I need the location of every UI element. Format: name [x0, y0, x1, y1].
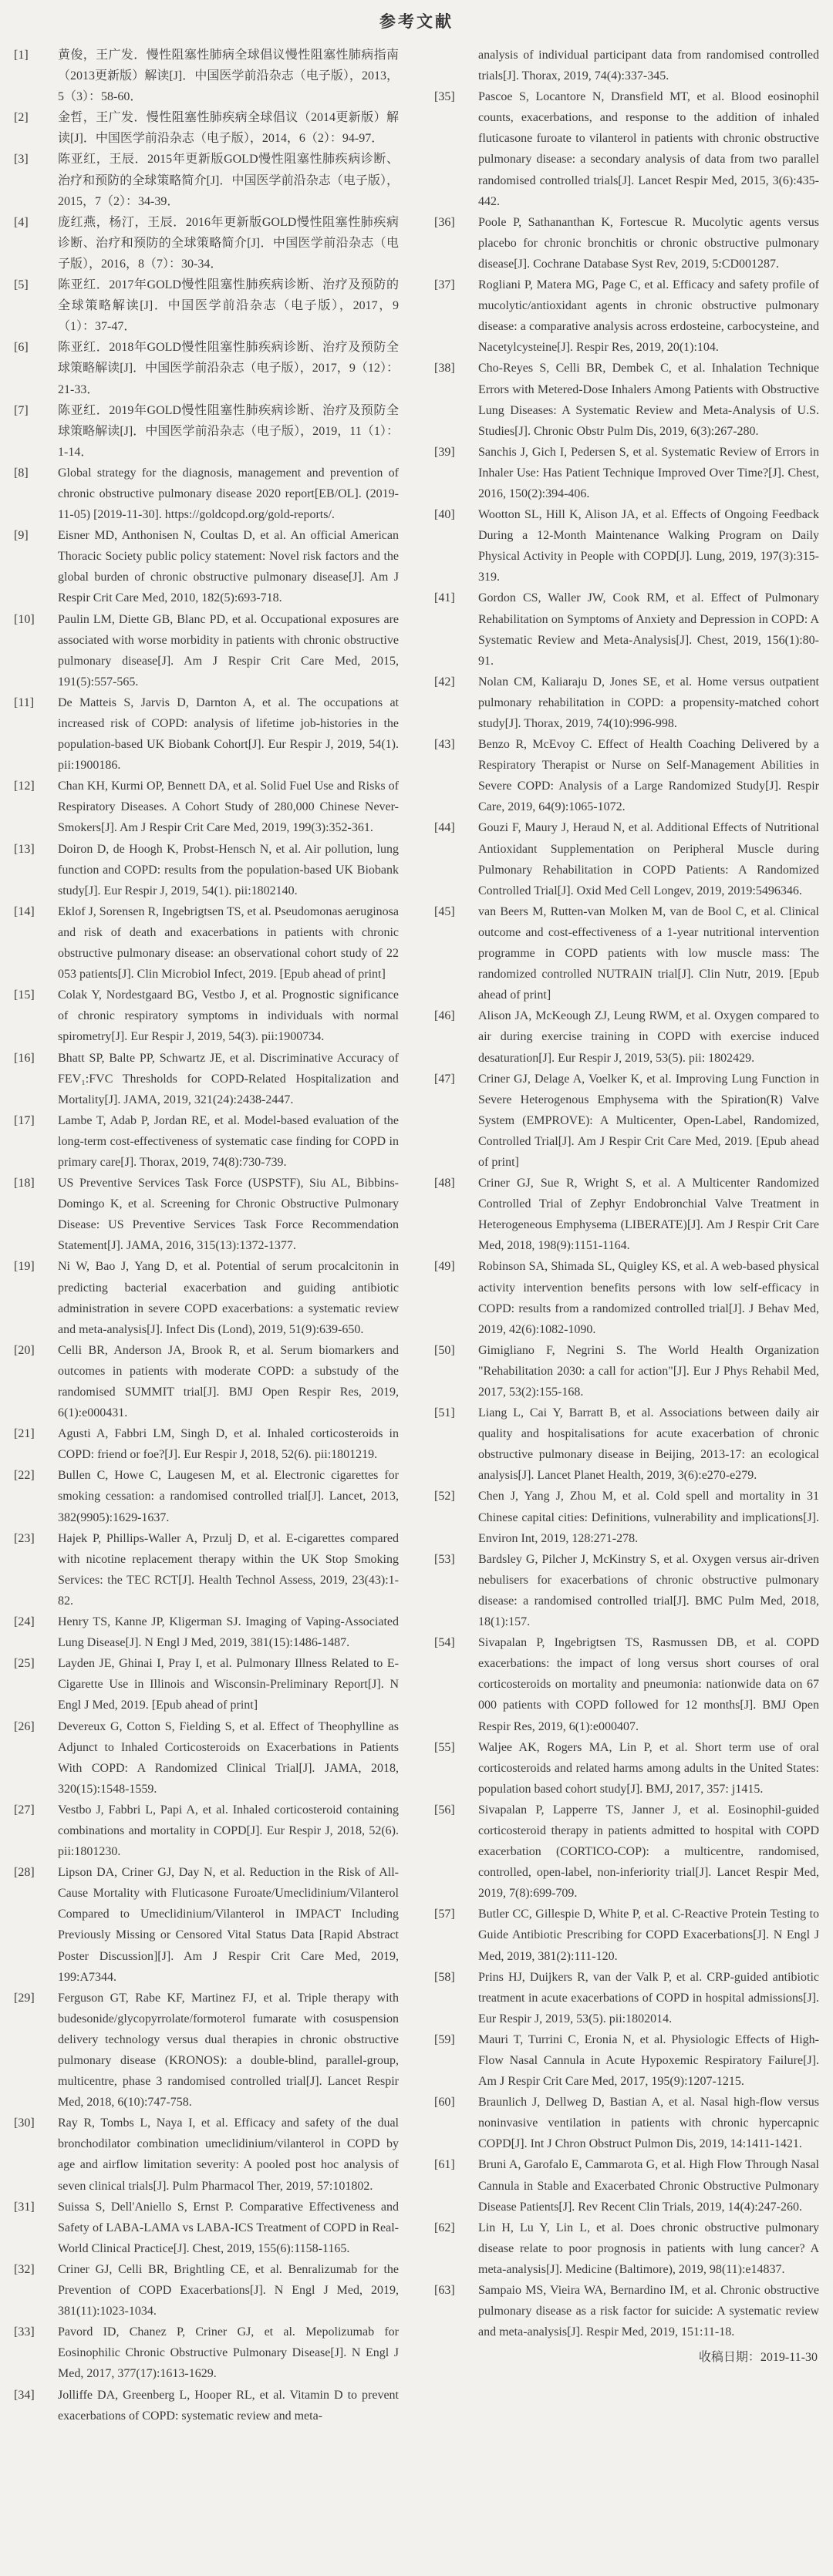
reference-item — [434, 1632, 819, 1736]
reference-number: [23] — [14, 1531, 35, 1545]
reference-item — [14, 463, 399, 525]
reference-text: Chan KH, Kurmi OP, Bennett DA, et al. Solid Fuel Use and Risks of Respiratory Diseases. A Cohort Study of 280,000 Chinese Never-Smokers[J]. Am J Respir Crit Care Med, 2019, 199(3):352-361. — [58, 780, 399, 835]
reference-text: Prins HJ, Duijkers R, van der Valk P, et al. CRP-guided antibiotic treatment in acute exacerbations of COPD in hospital admissions[J]. Eur Respir J, 2019, 53(5). pii:1802014. — [478, 1970, 819, 2025]
reference-item — [14, 1110, 399, 1173]
reference-item — [14, 2259, 399, 2322]
reference-number: [10] — [14, 612, 35, 626]
reference-item — [434, 504, 819, 588]
reference-number: [58] — [434, 1970, 455, 1984]
reference-text: Hajek P, Phillips-Waller A, Przulj D, et al. E-cigarettes compared with nicotine replacement therapy within the UK Stop Smoking Services: the TEC RCT[J]. Health Technol Assess, 2019, 23(43):1-82. — [58, 1531, 399, 1608]
reference-number: [25] — [14, 1657, 35, 1671]
reference-text: Gouzi F, Maury J, Heraud N, et al. Additional Effects of Nutritional Antioxidant Supplementation on Peripheral Muscle during Pulmonary Rehabilitation in COPD Patients: A Randomized Controlled Trial[J]. Oxid Med Cell Longev, 2019, 2019:5496346. — [478, 821, 819, 897]
reference-item — [14, 1653, 399, 1716]
reference-text: Lambe T, Adab P, Jordan RE, et al. Model-based evaluation of the long-term cost-effectiveness of systematic case finding for COPD in primary care[J]. Thorax, 2019, 74(8):730-739. — [58, 1113, 399, 1169]
reference-text: Benzo R, McEvoy C. Effect of Health Coaching Delivered by a Respiratory Therapist or Nurse on Self-Management Abilities in Severe COPD: Analysis of a Large Randomized Study[J]. Respir Care, 2019, 64(9):1065-1072. — [478, 738, 819, 814]
reference-number: [11] — [14, 695, 35, 709]
reference-item — [434, 817, 819, 901]
reference-text: De Matteis S, Jarvis D, Darnton A, et al. The occupations at increased risk of COPD: analysis of lifetime job-histories in the population-based UK Biobank Cohort[J]. Eur Respir J, 2019, 54(1). pii:1900186. — [58, 695, 399, 773]
reference-number: [14] — [14, 904, 35, 918]
reference-text: Suissa S, Dell'Aniello S, Ernst P. Comparative Effectiveness and Safety of LABA-LAMA vs LABA-ICS Treatment of COPD in Real-World Clinical Practice[J]. Chest, 2019, 155(6):1158-1165. — [58, 2200, 399, 2255]
reference-text: Butler CC, Gillespie D, White P, et al. C-Reactive Protein Testing to Guide Antibiotic Prescribing for COPD Exacerbations[J]. N Engl J Med, 2019, 381(2):111-120. — [478, 1908, 819, 1963]
reference-number: [60] — [434, 2096, 455, 2110]
reference-number: [26] — [14, 1719, 35, 1733]
reference-text: Poole P, Sathananthan K, Fortescue R. Mucolytic agents versus placebo for chronic bronchitis or chronic obstructive pulmonary disease[J]. Cochrane Database Syst Rev, 2019, 5:CD001287. — [478, 215, 819, 271]
reference-number: [41] — [434, 591, 455, 605]
reference-text: Ni W, Bao J, Yang D, et al. Potential of serum procalcitonin in predicting bacterial exacerbation and guiding antibiotic administration in severe COPD exacerbations: a systematic review and meta-analysis[J]. Infect Dis (Lond), 2019, 51(9):639-650. — [58, 1260, 399, 1336]
reference-number: [18] — [14, 1177, 35, 1190]
reference-text: 陈亚红．2017年GOLD慢性阻塞性肺疾病诊断、治疗及预防的全球策略解读[J]．中国医学前沿杂志（电子版），2017，9（1）：37-47． — [58, 278, 399, 334]
reference-item — [14, 2197, 399, 2259]
reference-text: Gimigliano F, Negrini S. The World Health Organization "Rehabilitation 2030: a call for action"[J]. Eur J Phys Rehabil Med, 2017, 53(2):155-168. — [478, 1343, 819, 1399]
reference-item — [434, 2280, 819, 2342]
reference-text: Bhatt SP, Balte PP, Schwartz JE, et al. Discriminative Accuracy of FEV₁:FVC Thresholds for COPD-Related Hospitalization and Mortality[J]. JAMA, 2019, 321(24):2438-2447. — [58, 1051, 399, 1106]
reference-text: Sampaio MS, Vieira WA, Bernardino IM, et al. Chronic obstructive pulmonary disease as a risk factor for suicide: A systematic review and meta-analysis[J]. Respir Med, 2019, 151:11-18. — [478, 2284, 819, 2339]
reference-text: US Preventive Services Task Force (USPSTF), Siu AL, Bibbins-Domingo K, et al. Screening for Chronic Obstructive Pulmonary Disease: US Preventive Services Task Force Recommendation Statement[J]. JAMA, 2016, 315(13):1372-1377. — [58, 1177, 399, 1253]
reference-item — [434, 734, 819, 817]
reference-number: [54] — [434, 1636, 455, 1650]
reference-item — [14, 149, 399, 211]
reference-number: [30] — [14, 2116, 35, 2130]
reference-item — [434, 588, 819, 671]
reference-number: [12] — [14, 780, 35, 793]
reference-item — [434, 901, 819, 1005]
reference-number: [53] — [434, 1552, 455, 1566]
reference-number: [62] — [434, 2221, 455, 2234]
reference-text: Braunlich J, Dellweg D, Bastian A, et al. Nasal high-flow versus noninvasive ventilation in patients with chronic hypercapnic COPD[J]. Int J Chron Obstruct Pulmon Dis, 2019, 14:1411-1421. — [478, 2096, 819, 2151]
reference-number: [34] — [14, 2388, 35, 2402]
reference-number: [44] — [434, 821, 455, 835]
reference-text: Cho-Reyes S, Celli BR, Dembek C, et al. Inhalation Technique Errors with Metered-Dose Inhalers Among Patients with Obstructive Lung Diseases: A Systematic Review and Meta-Analysis of U.S. Studies[J]. Chronic Obstr Pulm Dis, 2019, 6(3):267-280. — [478, 362, 819, 438]
reference-item — [434, 86, 819, 212]
reference-item — [434, 1256, 819, 1339]
reference-item — [434, 1005, 819, 1068]
reference-number: [32] — [14, 2262, 35, 2276]
reference-text: Pavord ID, Chanez P, Criner GJ, et al. Mepolizumab for Eosinophilic Chronic Obstructive Pulmonary Disease[J]. N Engl J Med, 2017, 377(17):1613-1629. — [58, 2325, 399, 2381]
reference-item — [14, 45, 399, 107]
reference-text: Eklof J, Sorensen R, Ingebrigtsen TS, et al. Pseudomonas aeruginosa and risk of death and exacerbations in patients with chronic obstructive pulmonary disease: an observational cohort study of 22 053 patients[J]. Clin Microbiol Infect, 2019. [Epub ahead of print] — [58, 904, 399, 982]
reference-text: Jolliffe DA, Greenberg L, Hooper RL, et al. Vitamin D to prevent exacerbations of COPD: systematic review and meta- — [58, 2388, 399, 2423]
reference-text: 陈亚红，王辰．2015年更新版GOLD慢性阻塞性肺疾病诊断、治疗和预防的全球策略简介[J]．中国医学前沿杂志（电子版），2015，7（2）：34-39． — [58, 153, 399, 208]
reference-number: [3] — [14, 153, 29, 167]
reference-number: [36] — [434, 215, 455, 229]
reference-number: [1] — [14, 49, 29, 62]
reference-text: Celli BR, Anderson JA, Brook R, et al. Serum biomarkers and outcomes in patients with moderate COPD: a substudy of the randomised SUMMIT trial[J]. BMJ Open Respir Res, 2019, 6(1):e000431. — [58, 1343, 399, 1420]
reference-number: [35] — [434, 90, 455, 104]
reference-number: [33] — [14, 2325, 35, 2339]
reference-text: Ferguson GT, Rabe KF, Martinez FJ, et al. Triple therapy with budesonide/glycopyrrolate/formoterol fumarate with cosuspension delivery technology versus dual therapies in chronic obstructive pulmonary disease (KRONOS): a double-blind, parallel-group, multicentre, phase 3 randomised controlled trial[J]. Lancet Respir Med, 2018, 6(10):747-758. — [58, 1991, 399, 2110]
reference-text: 黄俊，王广发．慢性阻塞性肺病全球倡议慢性阻塞性肺病指南（2013更新版）解读[J]．中国医学前沿杂志（电子版），2013，5（3）：58-60． — [58, 49, 399, 104]
reference-number: [40] — [434, 508, 455, 522]
reference-item — [434, 672, 819, 734]
reference-text: 金哲，王广发．慢性阻塞性肺疾病全球倡议（2014更新版）解读[J]．中国医学前沿杂志（电子版），2014，6（2）：94-97． — [58, 111, 399, 146]
reference-item — [434, 1904, 819, 1966]
reference-item — [14, 1862, 399, 1988]
references-columns — [14, 45, 819, 2426]
reference-text: 陈亚红．2018年GOLD慢性阻塞性肺疾病诊断、治疗及预防全球策略解读[J]．中国医学前沿杂志（电子版），2017，9（12）：21-33． — [58, 341, 399, 396]
reference-text: Bruni A, Garofalo E, Cammarota G, et al. High Flow Through Nasal Cannula in Stable and Exacerbated Chronic Obstructive Pulmonary Disease Patients[J]. Rev Recent Clin Trials, 2019, 14(4):247-260. — [478, 2158, 819, 2214]
reference-item — [14, 400, 399, 463]
reference-item — [434, 442, 819, 504]
reference-text: Sanchis J, Gich I, Pedersen S, et al. Systematic Review of Errors in Inhaler Use: Has Patient Technique Improved Over Time?[J]. Chest, 2016, 150(2):394-406. — [478, 445, 819, 500]
reference-item — [14, 1716, 399, 1800]
reference-item — [434, 2029, 819, 2092]
reference-number: [39] — [434, 445, 455, 459]
reference-text: Pascoe S, Locantore N, Dransfield MT, et al. Blood eosinophil counts, exacerbations, and response to the addition of inhaled fluticasone furoate to vilanterol in patients with chronic obstructive pulmonary disease: a secondary analysis of data from two parallel randomised controlled trials[J]. Lancet Respir Med, 2015, 3(6):435-442. — [478, 90, 819, 208]
reference-item — [434, 1486, 819, 1548]
reference-text: Criner GJ, Celli BR, Brightling CE, et al. Benralizumab for the Prevention of COPD Exacerbations[J]. N Engl J Med, 2019, 381(11):1023-1034. — [58, 2262, 399, 2318]
reference-item — [434, 358, 819, 441]
reference-number: [20] — [14, 1343, 35, 1357]
reference-number: [52] — [434, 1490, 455, 1504]
reference-number: [47] — [434, 1072, 455, 1086]
reference-text: Global strategy for the diagnosis, management and prevention of chronic obstructive pulmonary disease 2020 report[EB/OL]. (2019-11-05) [2019-11-30]. https://goldcopd.org/gold-reports/. — [58, 466, 399, 522]
reference-number: [2] — [14, 111, 29, 125]
page-title: 参考文献 — [379, 12, 454, 31]
reference-text: Criner GJ, Delage A, Voelker K, et al. Improving Lung Function in Severe Heterogenous Emphysema with the Spiration(R) Valve System (EMPROVE): A Multicenter, Open-Label, Randomized, Controlled Trial[J]. Am J Respir Crit Care Med, 2019. [Epub ahead of print] — [478, 1072, 819, 1169]
reference-text: Bardsley G, Pilcher J, McKinstry S, et al. Oxygen versus air-driven nebulisers for exacerbations of chronic obstructive pulmonary disease: a randomised controlled trial[J]. BMC Pulm Med, 2018, 18(1):157. — [478, 1552, 819, 1629]
reference-number: [38] — [434, 362, 455, 375]
references-column-right — [434, 45, 819, 2368]
reference-text: Colak Y, Nordestgaard BG, Vestbo J, et al. Prognostic significance of chronic respiratory symptoms in individuals with normal spirometry[J]. Eur Respir J, 2019, 54(3). pii:1900734. — [58, 988, 399, 1044]
reference-text: Paulin LM, Diette GB, Blanc PD, et al. Occupational exposures are associated with worse morbidity in patients with chronic obstructive pulmonary disease[J]. Am J Respir Crit Care Med, 2015, 191(5):557-565. — [58, 612, 399, 689]
reference-item — [14, 525, 399, 608]
reference-item — [434, 1549, 819, 1632]
reference-text: Mauri T, Turrini C, Eronia N, et al. Physiologic Effects of High-Flow Nasal Cannula in Acute Hypoxemic Respiratory Failure[J]. Am J Respir Crit Care Med, 2017, 195(9):1207-1215. — [478, 2032, 819, 2089]
reference-item — [14, 1048, 399, 1110]
reference-item — [14, 985, 399, 1047]
reference-item — [434, 274, 819, 358]
reference-item — [14, 1988, 399, 2113]
reference-number: [27] — [14, 1803, 35, 1817]
reference-text: analysis of individual participant data from randomised controlled trials[J]. Thorax, 2019, 74(4):337-345. — [478, 49, 819, 83]
reference-number: [48] — [434, 1177, 455, 1190]
received-date: 收稿日期：2019-11-30 — [698, 2351, 818, 2365]
reference-item — [14, 2322, 399, 2384]
reference-text: Rogliani P, Matera MG, Page C, et al. Efficacy and safety profile of mucolytic/antioxidant agents in chronic obstructive pulmonary disease: a comparative analysis across erdosteine, carbocysteine, and Nacetylcysteine[J]. Respir Res, 2019, 20(1):104. — [478, 278, 819, 355]
reference-text: 陈亚红．2019年GOLD慢性阻塞性肺疾病诊断、治疗及预防全球策略解读[J]．中国医学前沿杂志（电子版），2019，11（1）：1-14． — [58, 403, 399, 459]
reference-number: [43] — [434, 738, 455, 752]
reference-item — [434, 45, 819, 86]
reference-number: [45] — [434, 904, 455, 918]
reference-number: [7] — [14, 403, 29, 417]
reference-item — [14, 2385, 399, 2426]
reference-number: [15] — [14, 988, 35, 1002]
reference-text: Chen J, Yang J, Zhou M, et al. Cold spell and mortality in 31 Chinese capital cities: Definitions, vulnerability and implications[J]. Environ Int, 2019, 128:271-278. — [478, 1490, 819, 1545]
reference-item — [14, 692, 399, 776]
reference-text: Criner GJ, Sue R, Wright S, et al. A Multicenter Randomized Controlled Trial of Zephyr Endobronchial Valve Treatment in Heterogeneous Emphysema (LIBERATE)[J]. Am J Respir Crit Care Med, 2018, 198(9):1151-1164. — [478, 1177, 819, 1253]
reference-text: Henry TS, Kanne JP, Kligerman SJ. Imaging of Vaping-Associated Lung Disease[J]. N Engl J Med, 2019, 381(15):1486-1487. — [58, 1615, 399, 1650]
reference-text: Sivapalan P, Ingebrigtsen TS, Rasmussen DB, et al. COPD exacerbations: the impact of long versus short courses of oral corticosteroids on mortality and pneumonia: nationwide data on 67 000 patients with COPD followed for 12 months[J]. BMJ Open Respir Res, 2019, 6(1):e000407. — [478, 1636, 819, 1733]
reference-text: Robinson SA, Shimada SL, Quigley KS, et al. A web-based physical activity intervention benefits persons with low self-efficacy in COPD: results from a randomized controlled trial[J]. J Behav Med, 2019, 42(6):1082-1090. — [478, 1260, 819, 1336]
reference-item — [434, 1173, 819, 1256]
reference-item — [14, 1340, 399, 1423]
reference-item — [434, 1737, 819, 1800]
reference-number: [13] — [14, 842, 35, 856]
reference-number: [17] — [14, 1113, 35, 1127]
reference-item — [14, 1800, 399, 1862]
reference-item — [14, 1528, 399, 1611]
reference-number: [61] — [434, 2158, 455, 2172]
reference-text: Sivapalan P, Lapperre TS, Janner J, et al. Eosinophil-guided corticosteroid therapy in patients admitted to hospital with COPD exacerbation (CORTICO-COP): a multicentre, randomised, controlled, open-label, non-inferiority trial[J]. Lancet Respir Med, 2019, 7(8):699-709. — [478, 1803, 819, 1901]
reference-item — [434, 1069, 819, 1173]
reference-item — [14, 107, 399, 149]
reference-item — [14, 1256, 399, 1339]
reference-number: [50] — [434, 1343, 455, 1357]
reference-text: Wootton SL, Hill K, Alison JA, et al. Effects of Ongoing Feedback During a 12-Month Maintenance Walking Program on Daily Physical Activity in People with COPD[J]. Lung, 2019, 197(3):315-319. — [478, 508, 819, 584]
reference-number: [4] — [14, 215, 29, 229]
reference-item — [14, 212, 399, 274]
reference-number: [42] — [434, 675, 455, 689]
reference-item — [434, 2217, 819, 2280]
reference-number: [19] — [14, 1260, 35, 1274]
reference-item — [14, 1611, 399, 1653]
reference-number: [16] — [14, 1051, 35, 1065]
reference-text: Devereux G, Cotton S, Fielding S, et al. Effect of Theophylline as Adjunct to Inhaled Corticosteroids on Exacerbations in Patients With COPD: A Randomized Clinical Trial[J]. JAMA, 2018, 320(15):1548-1559. — [58, 1719, 399, 1796]
reference-item — [14, 609, 399, 692]
reference-item — [14, 839, 399, 901]
reference-number: [6] — [14, 341, 29, 355]
reference-text: Waljee AK, Rogers MA, Lin P, et al. Short term use of oral corticosteroids and related harms among adults in the United States: population based cohort study[J]. BMJ, 2017, 357: j1415. — [478, 1740, 819, 1796]
reference-text: Vestbo J, Fabbri L, Papi A, et al. Inhaled corticosteroid containing combinations and mortality in COPD[J]. Eur Respir J, 2018, 52(6). pii:1801230. — [58, 1803, 399, 1859]
reference-number: [8] — [14, 466, 29, 480]
reference-text: Ray R, Tombs L, Naya I, et al. Efficacy and safety of the dual bronchodilator combination umeclidinium/vilanterol in COPD by age and airflow limitation severity: A pooled post hoc analysis of seven clinical trials[J]. Pulm Pharmacol Ther, 2019, 57:101802. — [58, 2116, 399, 2193]
reference-number: [57] — [434, 1908, 455, 1921]
reference-number: [22] — [14, 1469, 35, 1483]
references-column-right-list — [434, 45, 819, 2342]
reference-text: 庞红燕，杨汀，王辰．2016年更新版GOLD慢性阻塞性肺疾病诊断、治疗和预防的全球策略简介[J]．中国医学前沿杂志（电子版），2016，8（7）：30-34． — [58, 215, 399, 271]
reference-text: Doiron D, de Hoogh K, Probst-Hensch N, et al. Air pollution, lung function and COPD: results from the population-based UK Biobank study[J]. Eur Respir J, 2019, 54(1). pii:1802140. — [58, 842, 399, 897]
reference-item — [14, 337, 399, 399]
reference-item — [14, 901, 399, 985]
reference-text: Lin H, Lu Y, Lin L, et al. Does chronic obstructive pulmonary disease relate to poor prognosis in patients with lung cancer? A meta-analysis[J]. Medicine (Baltimore), 2019, 98(11):e14837. — [478, 2221, 819, 2276]
reference-item — [14, 1423, 399, 1465]
reference-text: Liang L, Cai Y, Barratt B, et al. Associations between daily air quality and hospitalisations for acute exacerbation of chronic obstructive pulmonary disease in Beijing, 2013-17: an ecological analysis[J]. Lancet Planet Health, 2019, 3(6):e270-e279. — [478, 1406, 819, 1483]
reference-item — [434, 2154, 819, 2217]
reference-number: [28] — [14, 1866, 35, 1880]
reference-number: [29] — [14, 1991, 35, 2005]
reference-number: [37] — [434, 278, 455, 292]
reference-text: van Beers M, Rutten-van Molken M, van de Bool C, et al. Clinical outcome and cost-effectiveness of a 1-year nutritional intervention programme in COPD patients with low muscle mass: The randomized controlled NUTRAIN trial[J]. Clin Nutr, 2019. [Epub ahead of print] — [478, 904, 819, 1002]
reference-item — [434, 1800, 819, 1904]
reference-text: Agusti A, Fabbri LM, Singh D, et al. Inhaled corticosteroids in COPD: friend or foe?[J]. Eur Respir J, 2018, 52(6). pii:1801219. — [58, 1427, 399, 1462]
reference-number: [51] — [434, 1406, 455, 1420]
reference-text: Layden JE, Ghinai I, Pray I, et al. Pulmonary Illness Related to E-Cigarette Use in Illinois and Wisconsin-Preliminary Report[J]. N Engl J Med, 2019. [Epub ahead of print] — [58, 1657, 399, 1712]
references-column-left — [14, 45, 399, 2426]
reference-text: Eisner MD, Anthonisen N, Coultas D, et al. An official American Thoracic Society public policy statement: Novel risk factors and the global burden of chronic obstructive pulmonary disease[J]. Am J Respir Crit Care Med, 2010, 182(5):693-718. — [58, 529, 399, 605]
reference-item — [434, 2092, 819, 2154]
reference-item — [14, 274, 399, 337]
reference-number: [24] — [14, 1615, 35, 1629]
reference-item — [14, 1173, 399, 1256]
reference-number: [31] — [14, 2200, 35, 2214]
reference-item — [14, 1465, 399, 1527]
reference-item — [14, 776, 399, 838]
reference-item — [434, 1402, 819, 1486]
reference-number: [63] — [434, 2284, 455, 2298]
reference-number: [5] — [14, 278, 29, 292]
reference-number: [21] — [14, 1427, 35, 1441]
reference-text: Lipson DA, Criner GJ, Day N, et al. Reduction in the Risk of All-Cause Mortality with Fluticasone Furoate/Umeclidinium/Vilanterol Compared to Umeclidinium/Vilanterol in IMPACT Including Previously Missing or Censored Vital Status Data [Rapid Abstract Poster Discussion][J]. Am J Respir Crit Care Med, 2019, 199:A7344. — [58, 1866, 399, 1984]
reference-number: [9] — [14, 529, 29, 543]
reference-text: Nolan CM, Kaliaraju D, Jones SE, et al. Home versus outpatient pulmonary rehabilitation in COPD: a propensity-matched cohort study[J]. Thorax, 2019, 74(10):996-998. — [478, 675, 819, 730]
reference-text: Alison JA, McKeough ZJ, Leung RWM, et al. Oxygen compared to air during exercise training in COPD with exercise induced desaturation[J]. Eur Respir J, 2019, 53(5). pii: 1802429. — [478, 1009, 819, 1065]
reference-item — [14, 2113, 399, 2196]
reference-text: Bullen C, Howe C, Laugesen M, et al. Electronic cigarettes for smoking cessation: a randomised controlled trial[J]. Lancet, 2013, 382(9905):1629-1637. — [58, 1469, 399, 1524]
reference-number: [49] — [434, 1260, 455, 1274]
reference-number: [59] — [434, 2032, 455, 2046]
reference-item — [434, 1967, 819, 2029]
reference-number: [55] — [434, 1740, 455, 1754]
reference-text: Gordon CS, Waller JW, Cook RM, et al. Effect of Pulmonary Rehabilitation on Symptoms of Anxiety and Depression in COPD: A Systematic Review and Meta-Analysis[J]. Chest, 2019, 156(1):80-91. — [478, 591, 819, 668]
reference-number: [56] — [434, 1803, 455, 1817]
reference-item — [434, 212, 819, 274]
reference-item — [434, 1340, 819, 1402]
reference-number: [46] — [434, 1009, 455, 1023]
